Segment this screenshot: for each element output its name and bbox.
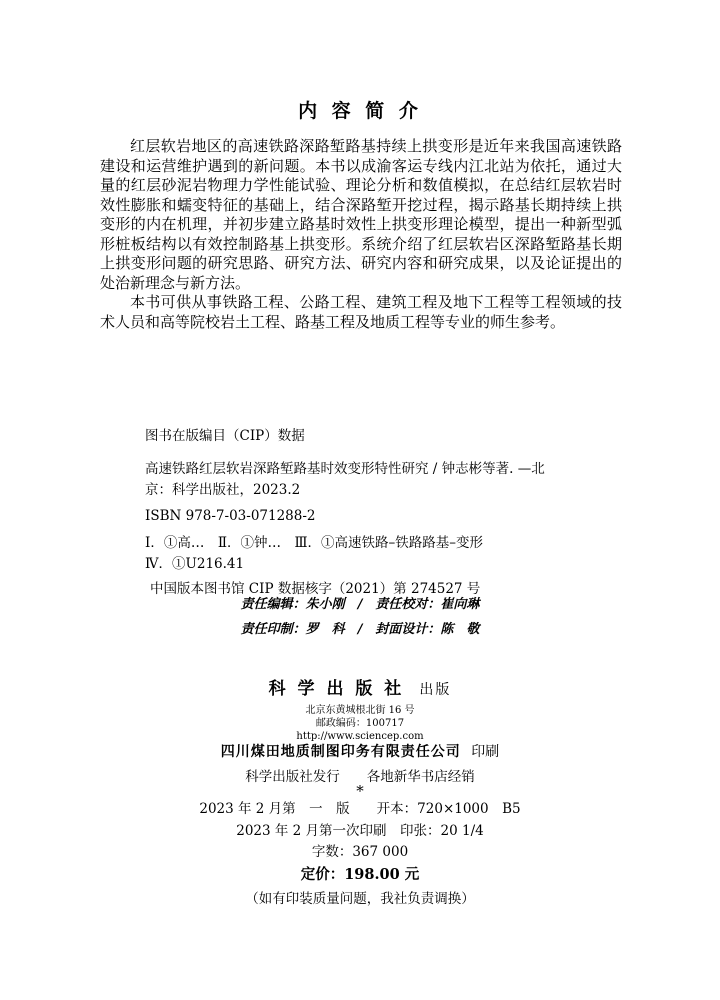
staff-credits <box>0 592 720 642</box>
publisher-block <box>0 674 720 743</box>
cip-record-number: 中国版本图书馆 CIP 数据核字（2021）第 274527 号 <box>150 581 481 597</box>
cip-title-line-2: 京：科学出版社，2023.2 <box>145 482 301 498</box>
cip-classification-line-1: Ⅰ．①高… Ⅱ．①钟… Ⅲ．①高速铁路–铁路路基–变形 <box>145 535 484 551</box>
edition-line-1: 2023 年 2 月第 一 版 开本：720×1000 B5 <box>199 801 521 817</box>
star-separator: * <box>356 782 364 800</box>
printer-line <box>0 741 720 761</box>
staff-line-editors: 责任编辑：朱小刚 / 责任校对：崔向琳 <box>240 597 480 612</box>
edition-block <box>0 799 720 864</box>
cip-title-line-1: 高速铁路红层软岩深路堑路基时效变形特性研究 / 钟志彬等著. —北 <box>145 461 545 477</box>
publisher-address: 北京东黄城根北街 16 号 <box>305 705 415 716</box>
cip-classification-line-2: Ⅳ．①U216.41 <box>145 556 245 572</box>
staff-line-printing-design: 责任印制：罗 科 / 封面设计：陈 敬 <box>240 622 480 637</box>
content-summary <box>100 137 622 332</box>
edition-line-2: 2023 年 2 月第一次印刷 印张：20 1/4 <box>236 822 484 839</box>
distribution-line: 科学出版社发行 各地新华书店经销 <box>245 769 475 785</box>
publisher-name-line <box>0 674 720 699</box>
page-title: 内 容 简 介 <box>298 100 422 122</box>
cip-isbn: ISBN 978-7-03-071288-2 <box>145 508 316 524</box>
word-count: 字数：367 000 <box>311 844 409 860</box>
intro-paragraph-2: 本书可供从事铁路工程、公路工程、建筑工程及地下工程等工程领域的技术人员和高等院校岩土工程、路基工程及地质工程等专业的师生参考。 <box>100 293 622 331</box>
cip-block <box>145 426 605 600</box>
cip-classification <box>145 533 605 575</box>
printer-name: 四川煤田地质制图印务有限责任公司 <box>220 744 461 760</box>
publisher-address-block <box>0 704 720 743</box>
publisher-postcode: 邮政编码：100717 <box>315 718 405 729</box>
price-line: 定价：198.00 元 <box>300 866 420 883</box>
publisher-suffix: 出版 <box>419 682 452 698</box>
cip-title-lines <box>145 459 605 501</box>
publisher-logo-text: 科 学 出 版 社 <box>268 679 405 699</box>
printer-suffix: 印刷 <box>471 744 500 760</box>
cip-heading: 图书在版编目（CIP）数据 <box>145 428 305 444</box>
publisher-website: http://www.sciencep.com <box>296 731 424 742</box>
quality-note: （如有印装质量问题，我社负责调换） <box>245 891 475 907</box>
intro-paragraph-1: 红层软岩地区的高速铁路深路堑路基持续上拱变形是近年来我国高速铁路建设和运营维护遇到的新问题。本书以成渝客运专线内江北站为依托，通过大量的红层砂泥岩物理力学性能试验、理论分析和数值模拟，在总结红层软岩时效性膨胀和蠕变特征的基础上，结合深路堑开挖过程，揭示路基长期持续上拱变形的内在机理，并初步建立路基时效性上拱变形理论模型，提出一种新型弧形桩板结构以有效控制路基上拱变形。系统介绍了红层软岩区深路堑路基长期上拱变形问题的研究思路、研究方法、研究内容和研究成果，以及论证提出的处治新理念与新方法。 <box>100 137 622 292</box>
